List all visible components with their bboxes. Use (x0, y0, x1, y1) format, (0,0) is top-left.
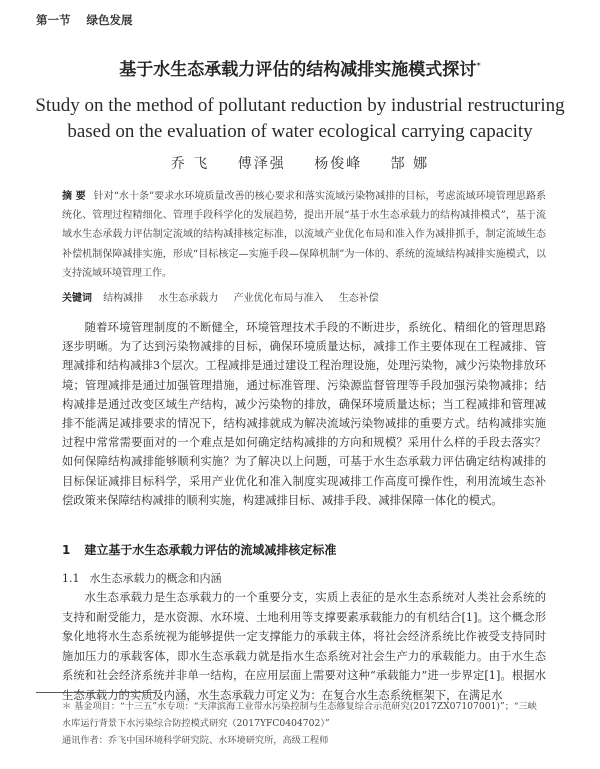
author-list (0, 153, 600, 173)
section-label: 第一节 (36, 13, 71, 27)
abstract-label: 摘 要 (62, 191, 86, 202)
keywords-label: 关键词 (62, 293, 92, 304)
section-topic: 绿色发展 (86, 13, 133, 27)
abstract-text: 针对“水十条”要求水环境质量改善的核心要求和落实流域污染物减排的目标，考虑流域环境管理思路系统化、管理过程精细化、管理手段科学化的发展趋势，提出开展“基于水生态承载力的结构减排模式”，基于流域水生态承载力评估制定流域的结构减排核定标准，以流域产业优化布局和准入作为减排抓手，制定流域生态补偿机制保障减排实施，形成“目标核定—实施手段—保障机制”为一体的、系统的流域结构减排实施模式，以支持流域环境管理工作。 (62, 191, 546, 279)
author: 杨俊峰 (314, 156, 363, 172)
keywords (62, 290, 546, 307)
intro-paragraph: 随着环境管理制度的不断健全，环境管理技术手段的不断进步，系统化、精细化的管理思路逐步明晰。为了达到污染物减排的目标，确保环境质量达标，减排工作主要体现在工程减排、管理减排和结构减排3个层次。工程减排是通过建设工程治理设施，处理污染物，减少污染物排放环境；管理减排是通过加强管理措施，通过标准管理、污染源监督管理等手段加强污染物减排；结构减排是通过改变区域生产结构，减少污染物的排放，确保环境质量达标；当工程减排和管理减排不能满足减排要求的情况下，结构减排就成为解决流域污染物减排的重要方式。结构减排实施过程中常常需要面对的一个难点是如何确定结构减排的方向和规模？采用什么样的手段去落实？如何保障结构减排能够顺利实施？为了解决以上问题，可基于水生态承载力评估确定结构减排的目标保证减排目标科学，采用产业优化和准入制度实现减排工作高度可操作性，利用流域生态补偿政策来保障结构减排的顺利实施，构建减排目标、减排手段、减排保障一体化的模式。 (62, 321, 546, 507)
abstract (62, 187, 546, 283)
footnote-divider (36, 692, 156, 693)
section-heading-1 (62, 541, 336, 558)
paper-title-en-line1: Study on the method of pollutant reduction by industrial restructuring (35, 95, 565, 116)
subsection-number: 1.1 (62, 572, 80, 585)
running-header (36, 12, 133, 28)
title-footnote-marker: * (476, 61, 481, 72)
body-paragraph: 水生态承载力是生态承载力的一个重要分支，实质上表征的是水生态系统对人类社会系统的支持和耐受能力，是水资源、水环境、土地利用等支撑要素承载能力的有机结合[1]。这个概念形象化地将水生态系统视为能够提供一定支撑能力的承载主体，将社会经济系统比作被受支持同时施加压力的承载客体，即水生态承载力就是指水生态系统对社会生产力的承载能力。由于水生态系统和社会经济系统并非单一结构，在应用层面上需要对这种“承载能力”进一步界定[1]。根据水生态承载力的实质及内涵，水生态承载力可定义为：在复合水生态系统框架下，在满足水 (62, 591, 546, 702)
section-title: 建立基于水生态承载力评估的流域减排核定标准 (84, 543, 337, 557)
paper-title-cn (0, 55, 600, 80)
footnote-fund: ＊ 基金项目：“十三五”水专项：“天津滨海工业带水污染控制与生态修复综合示范研究(2017ZX07107001)”；“三峡水库运行背景下水污染综合防控模式研究（2017YFC0404702）” (62, 701, 537, 729)
paper-title-en-line2: based on the evaluation of water ecological carrying capacity (67, 121, 533, 142)
author: 郜 娜 (390, 156, 430, 172)
keyword: 产业优化布局与准入 (233, 293, 324, 304)
subsection-heading-1-1 (62, 570, 222, 586)
keyword: 水生态承载力 (158, 293, 219, 304)
title-cn-text: 基于水生态承载力评估的结构减排实施模式探讨 (119, 60, 477, 80)
subsection-title: 水生态承载力的概念和内涵 (89, 572, 222, 585)
keyword: 生态补偿 (338, 293, 379, 304)
footnote-author: 通讯作者：乔飞中国环境科学研究院、水环境研究所，高级工程师 (62, 735, 329, 746)
section-number: 1 (62, 543, 71, 557)
author: 傅泽强 (237, 156, 286, 172)
keyword: 结构减排 (103, 293, 144, 304)
footnotes (62, 698, 546, 749)
author: 乔 飞 (170, 156, 210, 172)
